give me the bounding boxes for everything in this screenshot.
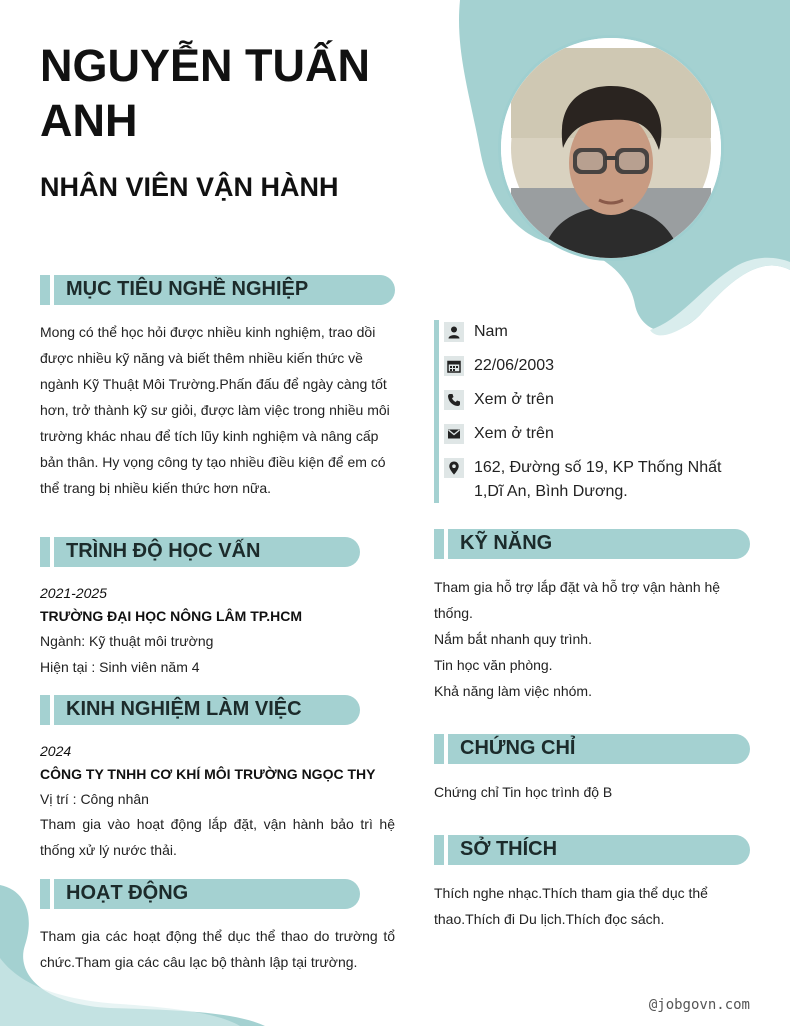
section-activities-heading: HOẠT ĐỘNG	[40, 879, 360, 909]
contact-email	[444, 422, 764, 446]
education-major: Ngành: Kỹ thuật môi trường	[40, 633, 214, 649]
candidate-name: NGUYỄN TUẤN ANH	[40, 40, 371, 146]
watermark: @jobgovn.com	[648, 997, 750, 1013]
contact-phone	[444, 388, 764, 412]
person-icon	[444, 322, 464, 342]
skill-item: Tham gia hỗ trợ lắp đặt và hỗ trợ vận hành hệ thống.	[434, 579, 721, 621]
skill-item: Khả năng làm việc nhóm.	[434, 683, 592, 699]
contact-address-text: 162, Đường số 19, KP Thống Nhất 1,Dĩ An, Bình Dương.	[474, 459, 722, 500]
phone-icon	[444, 390, 464, 410]
contact-birthday	[444, 354, 764, 378]
activities-text: Tham gia các hoạt động thể dục thể thao do trường tổ chức.Tham gia các câu lạc bộ thành lập tại trường.	[40, 928, 395, 970]
avatar-portrait	[501, 38, 721, 258]
experience-position: Vị trí : Công nhân	[40, 791, 149, 807]
section-hobbies-heading: SỞ THÍCH	[434, 835, 750, 865]
contact-email-text: Xem ở trên	[474, 425, 554, 442]
contact-accent-bar	[434, 320, 439, 503]
calendar-icon	[444, 356, 464, 376]
education-school: TRƯỜNG ĐẠI HỌC NÔNG LÂM TP.HCM	[40, 608, 303, 624]
contact-gender	[444, 320, 764, 344]
hobbies-text: Thích nghe nhạc.Thích tham gia thể dục thể thao.Thích đi Du lịch.Thích đọc sách.	[434, 885, 708, 927]
contact-birthday-text: 22/06/2003	[474, 357, 555, 374]
location-pin-icon	[444, 458, 464, 478]
section-experience-heading: KINH NGHIỆM LÀM VIỆC	[40, 695, 360, 725]
section-education-heading: TRÌNH ĐỘ HỌC VẤN	[40, 537, 360, 567]
contact-phone-text: Xem ở trên	[474, 391, 554, 408]
section-skills-heading: KỸ NĂNG	[434, 529, 750, 559]
skill-item: Tin học văn phòng.	[434, 657, 553, 673]
avatar	[501, 38, 721, 258]
experience-period: 2024	[40, 743, 72, 759]
contact-address	[444, 456, 764, 504]
certificates-text: Chứng chỉ Tin học trình độ B	[434, 784, 613, 800]
objective-text: Mong có thể học hỏi được nhiều kinh nghiệm, trao dồi được nhiều kỹ năng và biết thêm nhiều kiến thức về ngành Kỹ Thuật Môi Trường.Phấn đấu để ngày càng tốt hơn, trở thành kỹ sư giỏi, được làm việc trong nhiều môi trường khác nhau để tích lũy kinh nghiệm và nâng cấp bản thân. Hy vọng công ty tạo nhiều điều kiện để em có thể trang bị nhiều kiến thức hơn nữa.	[40, 324, 390, 496]
section-certificates-heading: CHỨNG CHỈ	[434, 734, 750, 764]
education-period: 2021-2025	[40, 585, 107, 601]
experience-description: Tham gia vào hoạt động lắp đặt, vận hành bảo trì hệ thống xử lý nước thải.	[40, 816, 395, 858]
experience-company: CÔNG TY TNHH CƠ KHÍ MÔI TRƯỜNG NGỌC THY	[40, 766, 376, 782]
skills-list	[434, 574, 734, 704]
education-status: Hiện tại : Sinh viên năm 4	[40, 659, 200, 675]
skill-item: Nắm bắt nhanh quy trình.	[434, 631, 592, 647]
contact-gender-text: Nam	[474, 323, 508, 340]
job-title: NHÂN VIÊN VẬN HÀNH	[40, 172, 339, 202]
mail-icon	[444, 424, 464, 444]
section-objective-heading: MỤC TIÊU NGHỀ NGHIỆP	[40, 275, 395, 305]
